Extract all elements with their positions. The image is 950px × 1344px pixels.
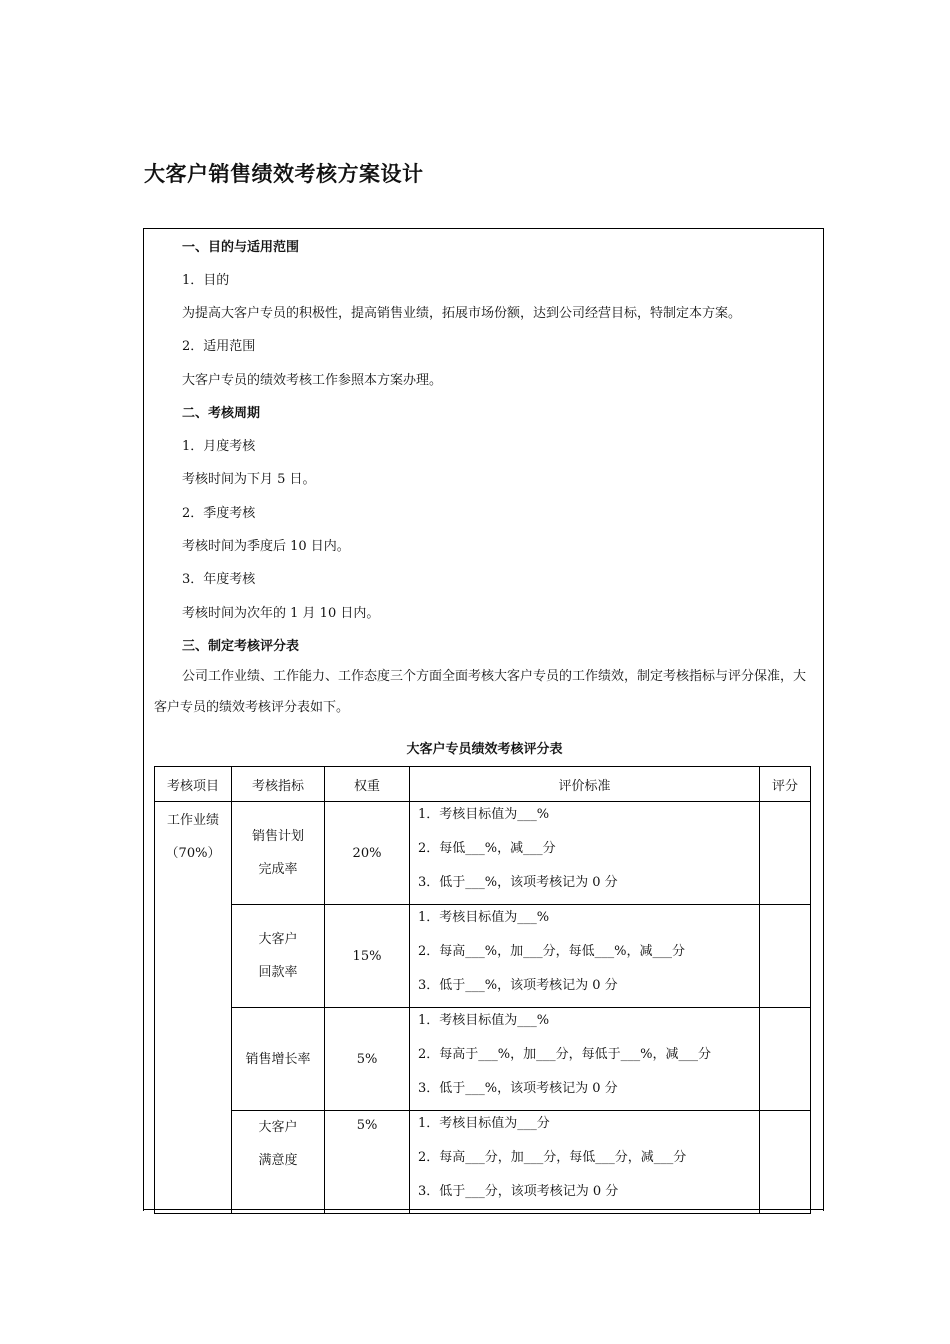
table-row bbox=[155, 1111, 811, 1214]
section-1-1-text: 为提高大客户专员的积极性，提高销售业绩，拓展市场份额，达到公司经营目标，特制定本方案。 bbox=[182, 306, 742, 321]
document-title: 大客户销售绩效考核方案设计 bbox=[144, 161, 424, 186]
table-header-row bbox=[155, 767, 811, 802]
criteria-line: 3．低于___%，该项考核记为 0 分 bbox=[418, 875, 618, 890]
section-3-text: 公司工作业绩、工作能力、工作态度三个方面全面考核大客户专员的工作绩效，制定考核指标与评分保准，大客户专员的绩效考核评分表如下。 bbox=[154, 669, 807, 715]
score-cell[interactable] bbox=[760, 802, 811, 905]
section-2-2-text: 考核时间为季度后 10 日内。 bbox=[182, 539, 350, 554]
score-table bbox=[154, 766, 811, 1214]
section-2-1-heading: 1．月度考核 bbox=[182, 439, 256, 454]
group-cell bbox=[155, 802, 232, 1214]
group-label: 工作业绩 bbox=[166, 813, 219, 828]
section-1-1-heading: 1．目的 bbox=[182, 273, 230, 288]
criteria-line: 2．每高___%，加___分，每低___%，减___分 bbox=[418, 944, 685, 959]
section-1-heading: 一、目的与适用范围 bbox=[182, 240, 300, 255]
score-cell[interactable] bbox=[760, 1111, 811, 1214]
indicator-line: 销售计划 bbox=[251, 829, 304, 844]
criteria-line: 2．每低___%，减___分 bbox=[418, 841, 556, 856]
criteria-line: 1．考核目标值为___分 bbox=[418, 1116, 550, 1131]
criteria-line: 2．每高于___%，加___分，每低于___%，减___分 bbox=[418, 1047, 711, 1062]
indicator-line: 大客户 bbox=[258, 1120, 298, 1135]
frame-bottom-border bbox=[143, 1209, 824, 1210]
header-cell: 考核项目 bbox=[155, 767, 232, 802]
criteria-cell bbox=[410, 802, 760, 905]
criteria-line: 3．低于___%，该项考核记为 0 分 bbox=[418, 1081, 618, 1096]
score-cell[interactable] bbox=[760, 905, 811, 1008]
criteria-line: 1．考核目标值为___% bbox=[418, 807, 550, 822]
indicator-cell bbox=[232, 905, 325, 1008]
score-cell[interactable] bbox=[760, 1008, 811, 1111]
section-1-2-text: 大客户专员的绩效考核工作参照本方案办理。 bbox=[182, 373, 443, 388]
criteria-cell bbox=[410, 1008, 760, 1111]
criteria-line: 1．考核目标值为___% bbox=[418, 1013, 550, 1028]
section-2-1-text: 考核时间为下月 5 日。 bbox=[182, 472, 316, 487]
weight-cell: 20% bbox=[325, 802, 410, 905]
indicator-cell bbox=[232, 802, 325, 905]
table-row bbox=[155, 905, 811, 1008]
criteria-cell bbox=[410, 905, 760, 1008]
indicator-line: 大客户 bbox=[258, 932, 298, 947]
criteria-line: 1．考核目标值为___% bbox=[418, 910, 550, 925]
section-2-heading: 二、考核周期 bbox=[182, 406, 261, 421]
indicator-line: 满意度 bbox=[258, 1153, 298, 1168]
weight-cell: 15% bbox=[325, 905, 410, 1008]
header-cell: 评分 bbox=[760, 767, 811, 802]
header-cell: 考核指标 bbox=[232, 767, 325, 802]
weight-cell: 5% bbox=[325, 1008, 410, 1111]
content-frame bbox=[143, 228, 824, 1211]
criteria-line: 3．低于___分，该项考核记为 0 分 bbox=[418, 1184, 619, 1199]
section-2-3-heading: 3．年度考核 bbox=[182, 572, 256, 587]
indicator-cell bbox=[232, 1008, 325, 1111]
section-2-2-heading: 2．季度考核 bbox=[182, 506, 256, 521]
criteria-line: 2．每高___分，加___分，每低___分，减___分 bbox=[418, 1150, 687, 1165]
section-2-3-text: 考核时间为次年的 1 月 10 日内。 bbox=[182, 606, 380, 621]
header-cell: 权重 bbox=[325, 767, 410, 802]
header-cell: 评价标准 bbox=[410, 767, 760, 802]
section-3-heading: 三、制定考核评分表 bbox=[182, 639, 300, 654]
table-row bbox=[155, 1008, 811, 1111]
indicator-line: 完成率 bbox=[258, 862, 298, 877]
indicator-line: 回款率 bbox=[258, 965, 298, 980]
table-caption: 大客户专员绩效考核评分表 bbox=[406, 742, 563, 757]
criteria-line: 3．低于___%，该项考核记为 0 分 bbox=[418, 978, 618, 993]
group-weight: （70%） bbox=[165, 846, 221, 861]
indicator-cell bbox=[232, 1111, 325, 1214]
criteria-cell bbox=[410, 1111, 760, 1214]
table-row bbox=[155, 802, 811, 905]
section-1-2-heading: 2．适用范围 bbox=[182, 339, 256, 354]
weight-cell: 5% bbox=[325, 1111, 410, 1214]
indicator-line: 销售增长率 bbox=[245, 1051, 311, 1067]
